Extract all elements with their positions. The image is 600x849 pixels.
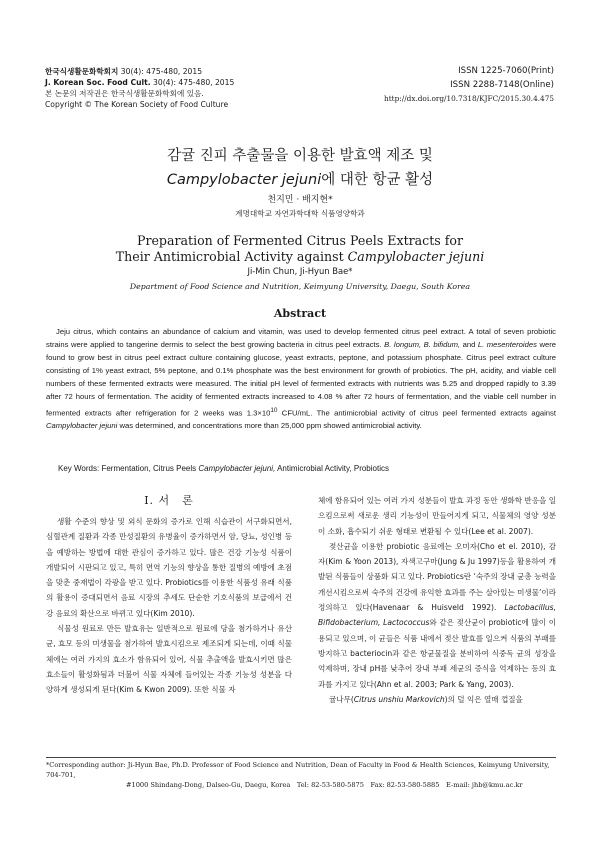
authors-korean: 천지민 · 배지현* — [267, 195, 333, 205]
footnote-line-2: #1000 Shindang-Dong, Dalseo-Gu, Daegu, Korea Tel: 82-53-580-5875 Fax: 82-53-580-5885 E-mail: jhb@kmu.ac.kr — [126, 781, 523, 789]
title-english-species: Campylobacter jejuni — [347, 249, 485, 264]
paragraph-text: 젖산균을 이용한 probiotic 음료에는 오미자(Cho et el. 2010), 감자(Kim & Yoon 2013), 자색고구마(Jung & Ju 1997)등을 활용하여 개발된 식품들이 상품화 되고 있다. Probiotics란 ‘숙주의 장내 균총 능력을 개선시킴으로써 숙주의 건강에 유익한 효과를 주는 살아있는 미생물’이라 정의하고 있다(Havenaar & Huisveld 1992). — [318, 541, 556, 613]
title-english-line2 — [0, 249, 600, 265]
abstract-text-2: were found to grow best in citrus peel extract culture containing glucose, yeast extracts, peptone, and potassium phosphate. Citrus peel extract culture consisting of 1% yeast extract, 5% peptone, and 0.1% phosphate was the best environment for growth of probiotics. The pH, acidity, and viable cell numbers of these fermented extracts were measured. The initial pH level of fermented extracts with nutrients was 5.25 and dropped rapidly to 3.39 after 72 hours of fermentation. The acidity of fermented extracts increased to 4.08 % after 72 hours of fermentation, and the viable cell number in fermented extracts after refrigeration for 2 weeks was 1.3×10 — [46, 340, 557, 418]
issn-print: ISSN 1225-7060(Print) — [458, 66, 554, 76]
affiliation-english: Department of Food Science and Nutrition, Keimyung University, Daegu, South Korea — [129, 282, 471, 291]
authors-english: Ji-Min Chun, Ji-Hyun Bae* — [247, 266, 353, 276]
title-korean-line2-rest: 에 대한 항균 활성 — [321, 172, 434, 188]
journal-line-ko — [45, 66, 305, 77]
footnote-line-1: *Corresponding author: Ji-Hyun Bae, Ph.D. Professor of Food Science and Nutrition, Dean of Faculty in Food & Health Sciences, Keimyung University, 704-701, — [46, 761, 550, 779]
affiliation-korean: 계명대학교 자연과학대학 식품영양학과 — [235, 209, 365, 218]
copyright-ko: 본 논문의 저작권은 한국식생활문화학회에 있음. — [45, 89, 204, 98]
keywords-label: Key Words: — [58, 464, 100, 473]
abstract-text-3: CFU/mL. The antimicrobial activity of citrus peel fermented extracts against — [281, 408, 556, 418]
copyright-en: Copyright © The Korean Society of Food Culture — [45, 100, 229, 109]
abstract-text-1: Jeju citrus, which contains an abundance of calcium and vitamin, was used to develop fermented citrus peel extract. A total of seven probiotic strains were applied to tangerine dermis to select the best growing bacteria in citrus peel extracts. — [46, 327, 556, 350]
title-korean — [0, 144, 600, 192]
paragraph-text: 와 같은 젖산균이 probiotic에 많이 이용되고 있으며, 이 균들은 식품 내에서 젖산 발효를 일으켜 식품의 부패를 방지하고 bacteriocin과 같은 항균물질을 분비하여 식중독 균의 성장을 억제하며, 장내 pH를 낮추어 장내 부패 세균의 증식을 억제하는 등의 효과를 가지고 있다(Ahn et al. 2003; Park & Yang, 2003). — [318, 618, 556, 689]
journal-header — [45, 66, 305, 110]
doi-link[interactable]: http://dx.doi.org/10.7318/KJFC/2015.30.4.475 — [384, 94, 554, 103]
issn-block — [384, 64, 554, 106]
abstract-species-3: Campylobacter jejuni — [46, 421, 118, 431]
journal-name-en: J. Korean Soc. Food Cult. — [45, 78, 151, 87]
title-english-line1: Preparation of Fermented Citrus Peels Extracts for — [136, 233, 464, 248]
paragraph — [318, 539, 556, 692]
issn-online: ISSN 2288-7148(Online) — [450, 80, 554, 90]
journal-name-ko: 한국식생활문화학회지 — [45, 67, 119, 76]
abstract-text-4: was determined, and concentrations more than 25,000 ppm showed antimicrobial activity. — [119, 421, 422, 431]
species-name: Citrus unshiu Markovich — [353, 694, 445, 704]
abstract-body — [46, 325, 556, 432]
paragraph: 식물성 원료로 만든 발효유는 일반적으로 원료에 당을 첨가하거나 유산균, 효모 등의 미생물을 첨가하여 발효시킴으로 제조되게 되는데, 이때 식물체에는 여러 가지의 효소가 함유되어 있어, 식물 추출액을 발효시키면 많은 효소들이 활성화됨과 더불어 식물 자체에 들어있는 각종 기능성 성분을 다양하게 생성되게 된다(Kim & Kwon 2009). 또한 식물 자 — [46, 624, 292, 695]
corresponding-author-footnote — [46, 760, 558, 790]
abstract-heading: Abstract — [273, 307, 327, 320]
keywords-text-2: Antimicrobial Activity, Probiotics — [277, 464, 389, 473]
abstract-species-2: L. mesenteroides — [477, 340, 537, 350]
body-column-left — [46, 514, 292, 698]
journal-issue-ko: 30(4): 475-480, 2015 — [120, 67, 203, 76]
journal-line-en — [45, 77, 305, 88]
abstract-and: and — [462, 340, 476, 350]
body-column-right — [318, 493, 556, 707]
bacteria-genera: Lactobacillus, Bifidobacterium, Lactococcus — [318, 603, 556, 628]
title-english — [0, 233, 600, 265]
paragraph: 체에 함유되어 있는 여러 가지 성분들이 발효 과정 동안 생화학 반응을 일으킴으로써 새로운 생리 기능성이 만들어지게 되고, 식물체의 영양 성분이 소화, 흡수되기 쉬운 형태로 변환될 수 있다(Lee et al. 2007). — [318, 496, 556, 536]
keywords-text-1: Fermentation, Citrus Peels — [101, 464, 197, 473]
paragraph-text: )의 덜 익은 열매 껍질을 — [444, 694, 523, 704]
keywords — [58, 464, 558, 473]
paragraph: 생활 수준의 향상 및 외식 문화의 증가로 인해 식습관이 서구화되면서, 심혈관계 질환과 각종 만성질환의 유병율이 증가하면서 암, 당뇨, 성인병 등을 예방하는 방법에 대한 관심이 증가하고 있다. 많은 건강 기능성 식품이 개발되어 시판되고 있고, 특히 면역 기능의 향상을 통한 질병의 예방에 초점을 맞춘 중재법이 각광을 받고 있다. Probiotics를 이용한 식품성 유래 식품의 활용이 증대되면서 음료 시장의 추세도 단순한 기호식품의 보급에서 건강 음료의 확산으로 바뀌고 있다(Kim 2010). — [46, 517, 292, 618]
section-heading-introduction: I. 서 론 — [144, 494, 194, 507]
title-korean-line2 — [0, 168, 600, 192]
title-korean-species: Campylobacter jejuni — [166, 172, 322, 188]
paragraph-text: 귤나무( — [329, 694, 354, 704]
paragraph — [318, 692, 556, 707]
keywords-species: Campylobacter jejuni, — [198, 464, 276, 473]
abstract-exponent: 10 — [270, 406, 278, 414]
abstract-species-1: B. longum, B. bifidum, — [384, 340, 461, 350]
journal-issue-en: 30(4): 475-480, 2015 — [153, 78, 235, 87]
footnote-divider — [46, 757, 556, 758]
title-korean-line1: 감귤 진피 추출물을 이용한 발효액 제조 및 — [167, 148, 433, 164]
title-english-line2-text: Their Antimicrobial Activity against — [115, 249, 344, 264]
